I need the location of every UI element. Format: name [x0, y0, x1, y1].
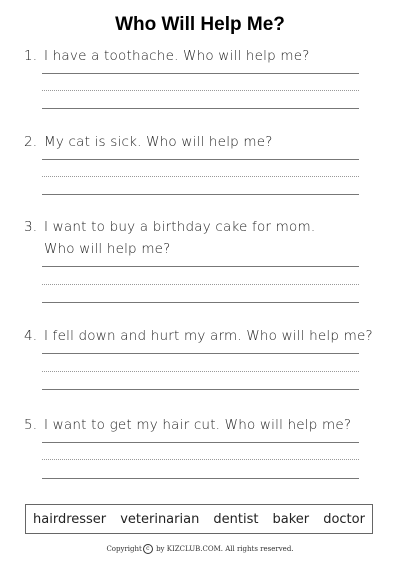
copyright-footer — [0, 544, 400, 554]
question-text: I want to buy a birthday cake for mom. — [44, 219, 316, 235]
question-5 — [24, 414, 351, 436]
question-number: 2. — [24, 134, 38, 150]
word-bank-item: doctor — [323, 511, 365, 527]
answer-line-middle — [42, 459, 359, 460]
copyright-icon: c — [143, 544, 153, 554]
answer-line-middle — [42, 176, 359, 177]
question-text: I want to get my hair cut. Who will help me? — [44, 417, 352, 433]
question-number: 4. — [24, 328, 38, 344]
question-4 — [24, 325, 373, 347]
answer-line-top — [42, 442, 359, 443]
answer-line-bottom — [42, 478, 359, 479]
answer-line-middle — [42, 371, 359, 372]
answer-line-top — [42, 266, 359, 267]
page-title: Who Will Help Me? — [115, 14, 285, 35]
question-1 — [24, 45, 310, 67]
word-bank — [25, 504, 373, 534]
answer-line-middle — [42, 284, 359, 285]
question-2 — [24, 131, 273, 153]
answer-line-middle — [42, 90, 359, 91]
copyright-prefix: Copyright — [106, 545, 142, 553]
word-bank-item: baker — [272, 511, 310, 527]
question-text: I have a toothache. Who will help me? — [44, 48, 310, 64]
answer-line-bottom — [42, 194, 359, 195]
answer-line-bottom — [42, 389, 359, 390]
question-number: 1. — [24, 48, 38, 64]
answer-line-bottom — [42, 302, 359, 303]
question-text-continued: Who will help me? — [44, 241, 171, 257]
copyright-suffix: by KIZCLUB.COM. All rights reserved. — [156, 545, 294, 553]
question-text: My cat is sick. Who will help me? — [44, 134, 273, 150]
question-number: 3. — [24, 219, 38, 235]
answer-line-bottom — [42, 108, 359, 109]
question-text: I fell down and hurt my arm. Who will help me? — [44, 328, 373, 344]
word-bank-item: hairdresser — [33, 511, 107, 527]
answer-line-top — [42, 159, 359, 160]
word-bank-item: dentist — [213, 511, 259, 527]
question-3 — [24, 216, 315, 260]
answer-line-top — [42, 353, 359, 354]
word-bank-item: veterinarian — [120, 511, 200, 527]
question-number: 5. — [24, 417, 38, 433]
answer-line-top — [42, 73, 359, 74]
